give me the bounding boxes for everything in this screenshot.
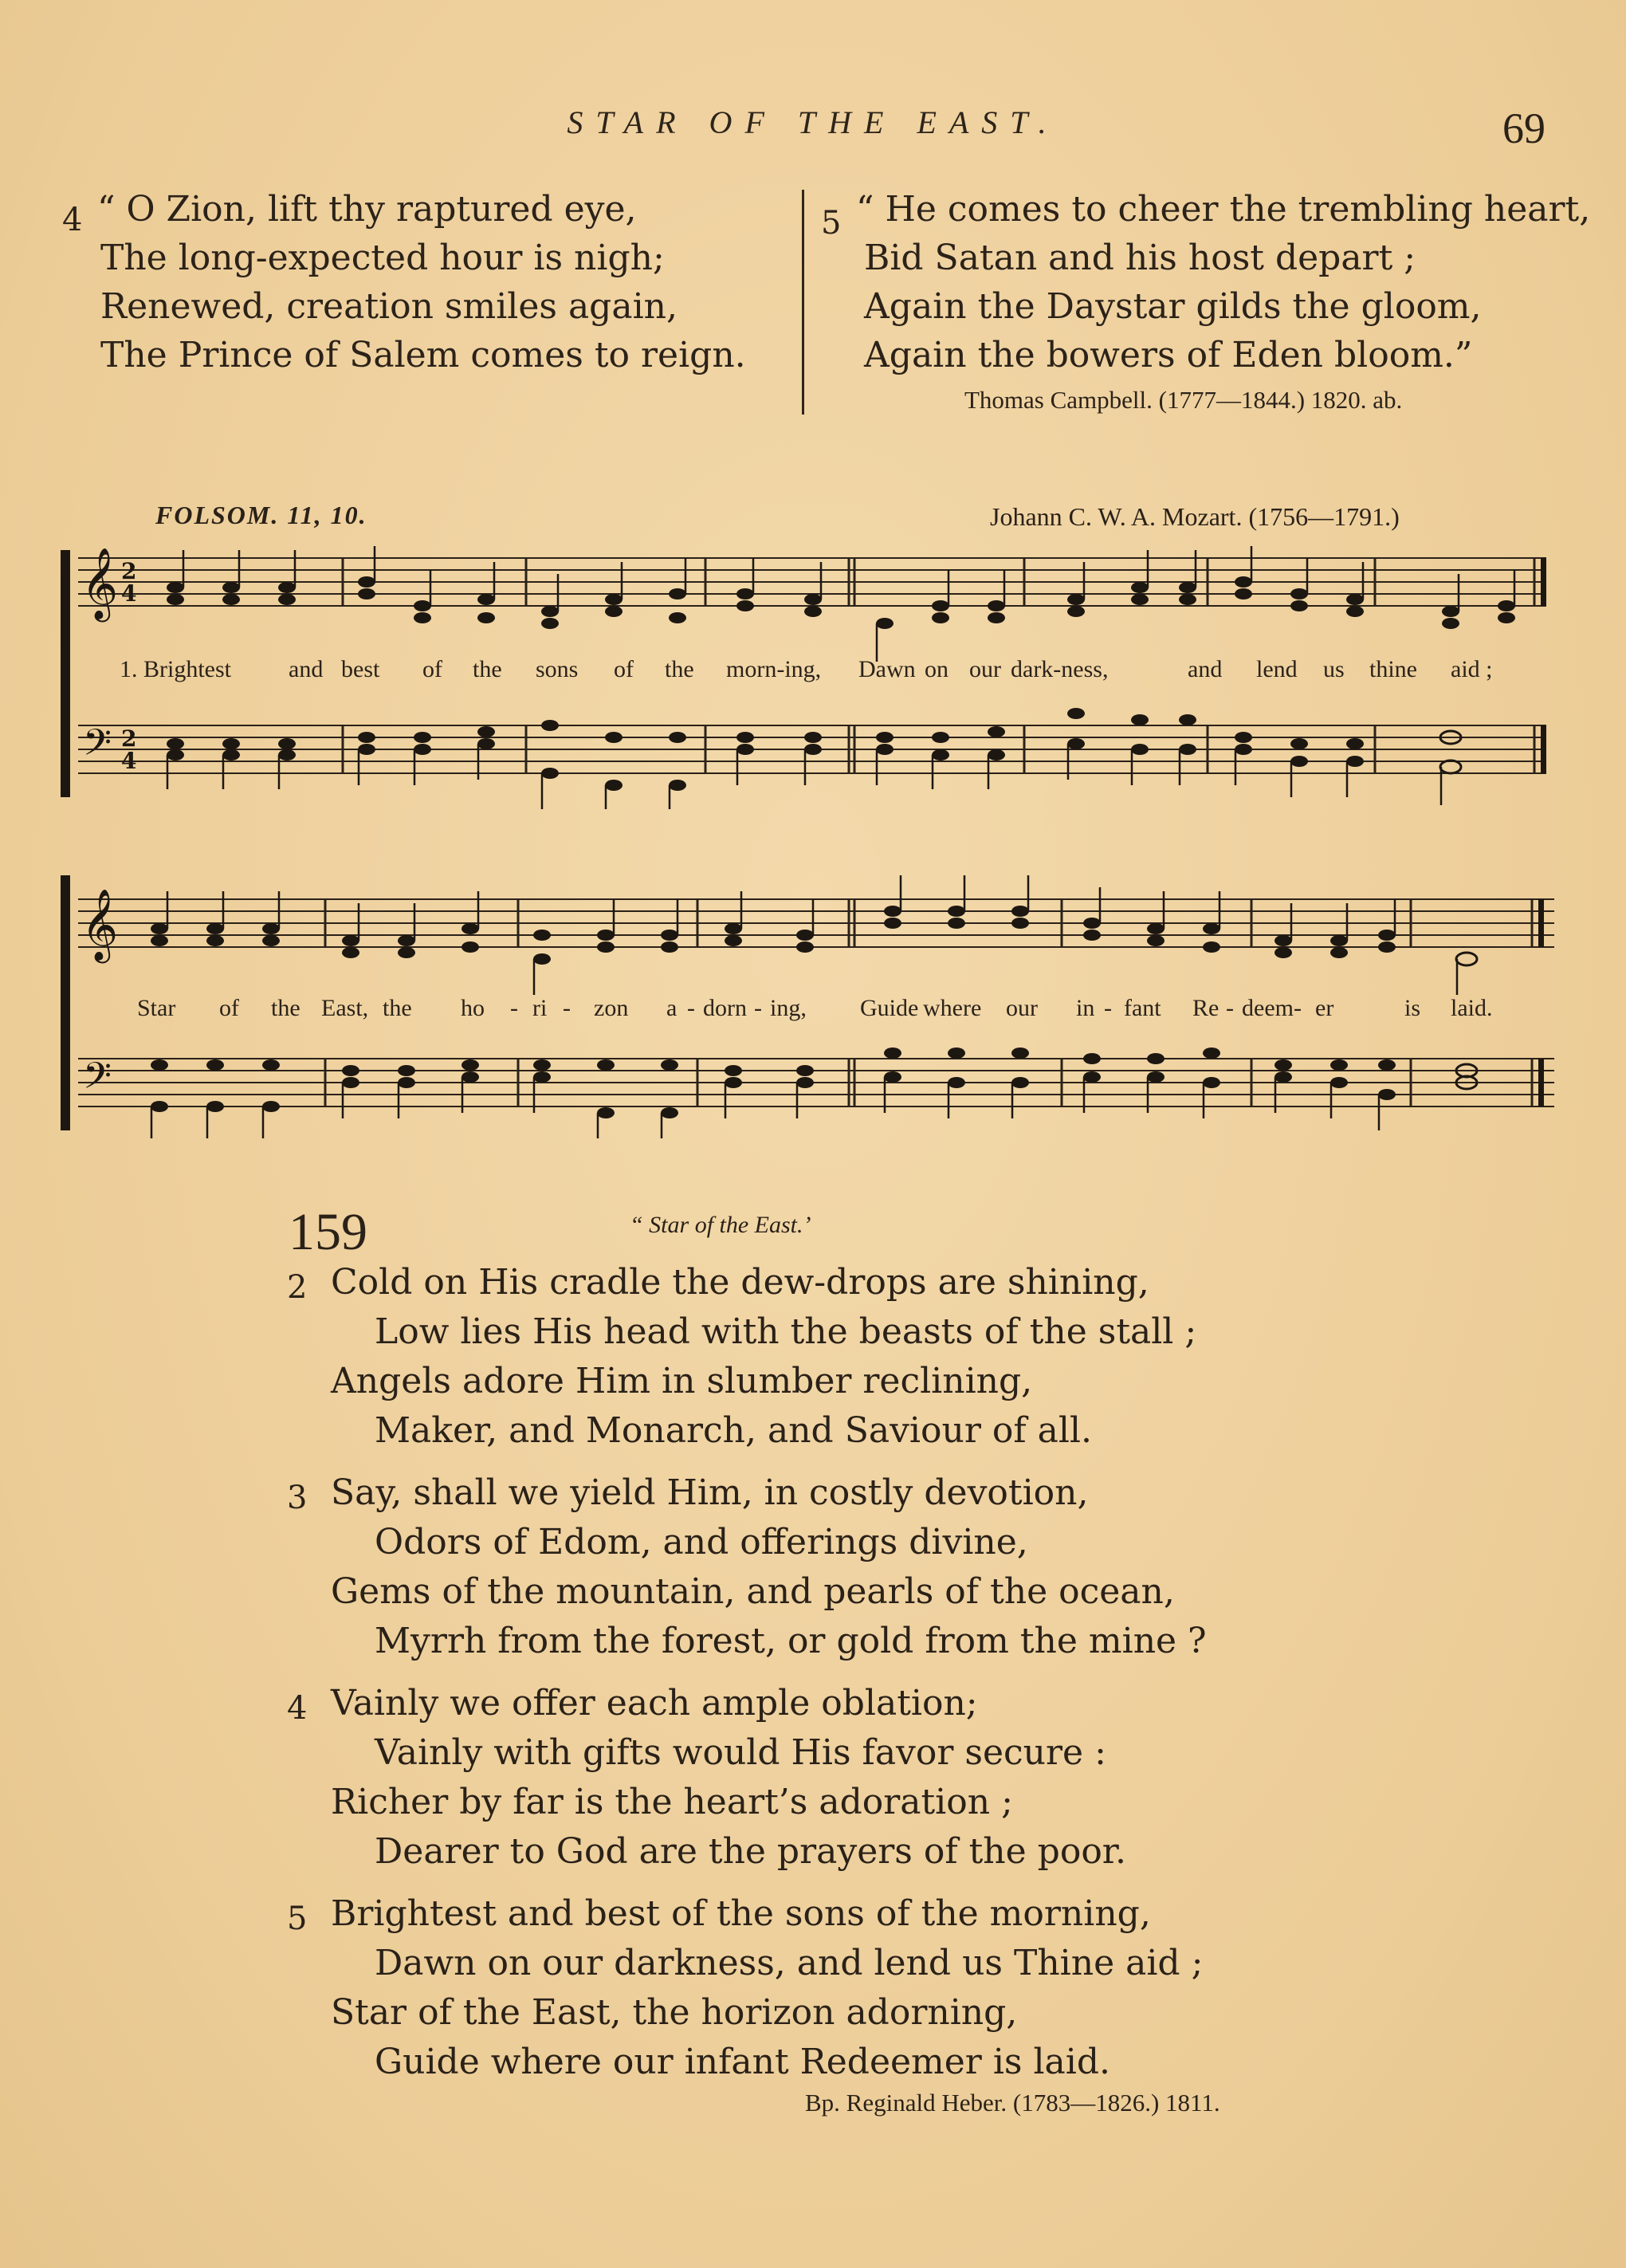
lyric-syllable: dark-ness, <box>1011 656 1109 682</box>
lyric-syllable: aid ; <box>1451 656 1493 682</box>
running-header: STAR OF THE EAST. <box>567 104 1059 140</box>
column-divider <box>802 190 804 415</box>
verse-line: Maker, and Monarch, and Saviour of all. <box>375 1410 1092 1451</box>
verse-line: Dearer to God are the prayers of the poor. <box>375 1831 1126 1872</box>
hymn-number: 159 <box>289 1203 367 1261</box>
lyric-syllable: our <box>1006 995 1038 1021</box>
verse-line: 4 Vainly we offer each ample oblation; <box>287 1679 1207 1728</box>
verse <box>287 1258 1207 1456</box>
lyric-syllable: zon <box>594 995 629 1021</box>
verse-line: 2 Cold on His cradle the dew-drops are shining, <box>287 1258 1207 1307</box>
verse-line: Richer by far is the heart’s adoration ; <box>331 1782 1013 1822</box>
lyric-syllable: of <box>422 656 442 682</box>
lyric-syllable: - <box>687 995 695 1021</box>
lyric-syllable: thine <box>1369 656 1417 682</box>
lyric-syllable: - <box>1226 995 1234 1021</box>
lyric-syllable: - <box>510 995 518 1021</box>
verse-line: Myrrh from the forest, or gold from the mine ? <box>375 1621 1207 1661</box>
bass-clef-icon: 𝄢 <box>83 721 112 773</box>
stanza-line: “ O Zion, lift thy raptured eye, <box>97 189 637 230</box>
verse-number: 2 <box>287 1269 308 1306</box>
svg-text:4: 4 <box>121 580 137 607</box>
lyric-syllable: lend <box>1256 656 1298 682</box>
lyric-syllable: deem- <box>1242 995 1302 1021</box>
verse-line: Angels adore Him in slumber reclining, <box>331 1361 1033 1401</box>
prev-stanza-5 <box>821 185 1590 379</box>
lyric-syllable: - <box>563 995 571 1021</box>
lyric-syllable: is <box>1404 995 1421 1021</box>
system-2-lyrics <box>0 995 1626 1027</box>
stanza-line: The long-expected hour is nigh; <box>100 238 665 278</box>
tune-composer: Johann C. W. A. Mozart. (1756—1791.) <box>990 502 1400 531</box>
stanza-number: 4 <box>62 202 83 238</box>
verse-number: 4 <box>287 1690 308 1727</box>
tune-name: FOLSOM. 11, 10. <box>155 501 367 529</box>
svg-text:2: 2 <box>121 558 137 584</box>
lyric-syllable: 1. Brightest <box>120 656 231 682</box>
verse-number: 5 <box>287 1900 308 1937</box>
lyric-syllable: - <box>754 995 762 1021</box>
hymn-verses <box>287 1258 1207 2087</box>
lyric-syllable: a <box>666 995 678 1021</box>
stanza-line: Bid Satan and his host depart ; <box>864 238 1416 278</box>
lyric-syllable: on <box>925 656 949 682</box>
lyric-syllable: and <box>1188 656 1223 682</box>
lyric-syllable: morn-ing, <box>726 656 822 682</box>
hymn-credit: Bp. Reginald Heber. (1783—1826.) 1811. <box>805 2089 1220 2117</box>
lyric-syllable: the <box>271 995 300 1021</box>
stanza-line: “ He comes to cheer the trembling heart, <box>856 189 1591 230</box>
svg-text:2: 2 <box>121 725 137 752</box>
verse-line: Star of the East, the horizon adorning, <box>331 1992 1018 2033</box>
verse-line: Guide where our infant Redeemer is laid. <box>375 2042 1110 2082</box>
lyric-syllable: er <box>1315 995 1334 1021</box>
stanza-line: The Prince of Salem comes to reign. <box>100 335 746 375</box>
verse <box>287 1889 1207 2087</box>
lyric-syllable: Dawn <box>858 656 916 682</box>
lyric-syllable: Star <box>137 995 176 1021</box>
lyric-syllable: of <box>219 995 239 1021</box>
lyric-syllable: - <box>1104 995 1112 1021</box>
verse-line: Gems of the mountain, and pearls of the ocean, <box>331 1571 1175 1612</box>
lyric-syllable: dorn <box>703 995 747 1021</box>
lyric-syllable: Guide <box>860 995 919 1021</box>
verse <box>287 1468 1207 1666</box>
lyric-syllable: our <box>969 656 1001 682</box>
lyric-syllable: East, <box>321 995 369 1021</box>
verse-line: Vainly with gifts would His favor secure : <box>375 1732 1106 1773</box>
stanza-line: Again the bowers of Eden bloom.” <box>864 335 1473 375</box>
lyric-syllable: Re <box>1192 995 1220 1021</box>
lyric-syllable: ho <box>461 995 485 1021</box>
lyric-syllable: sons <box>536 656 579 682</box>
lyric-syllable: us <box>1323 656 1345 682</box>
verse-line: Dawn on our darkness, and lend us Thine aid ; <box>375 1943 1204 1983</box>
verse <box>287 1679 1207 1877</box>
stanza-line: Again the Daystar gilds the gloom, <box>864 286 1482 327</box>
verse-line: 5 Brightest and best of the sons of the morning, <box>287 1889 1207 1939</box>
lyric-syllable: the <box>383 995 412 1021</box>
lyric-syllable: the <box>473 656 502 682</box>
lyric-syllable: best <box>341 656 380 682</box>
treble-clef-icon: 𝄞 <box>81 548 119 619</box>
system-1-lyrics <box>0 656 1626 688</box>
lyric-syllable: in <box>1076 995 1095 1021</box>
bass-clef-icon: 𝄢 <box>83 1055 112 1106</box>
prev-hymn-credit: Thomas Campbell. (1777—1844.) 1820. ab. <box>964 386 1403 414</box>
lyric-syllable: the <box>665 656 694 682</box>
stanza-line: Renewed, creation smiles again, <box>100 286 678 327</box>
stanza-number: 5 <box>821 205 842 242</box>
svg-text:4: 4 <box>121 748 137 774</box>
verse-line: Odors of Edom, and offerings divine, <box>375 1522 1028 1562</box>
lyric-syllable: where <box>923 995 982 1021</box>
treble-clef-icon: 𝄞 <box>81 889 119 961</box>
verse-line: 3 Say, shall we yield Him, in costly devotion, <box>287 1468 1207 1518</box>
lyric-syllable: and <box>289 656 324 682</box>
hymn-title: “ Star of the East.’ <box>630 1212 811 1238</box>
lyric-syllable: ing, <box>770 995 807 1021</box>
lyric-syllable: laid. <box>1451 995 1493 1021</box>
verse-line: Low lies His head with the beasts of the stall ; <box>375 1311 1197 1352</box>
lyric-syllable: fant <box>1124 995 1161 1021</box>
page-number: 69 <box>1502 104 1545 152</box>
prev-stanza-4 <box>62 185 746 379</box>
verse-number: 3 <box>287 1480 308 1516</box>
lyric-syllable: ri <box>532 995 548 1021</box>
lyric-syllable: of <box>614 656 634 682</box>
